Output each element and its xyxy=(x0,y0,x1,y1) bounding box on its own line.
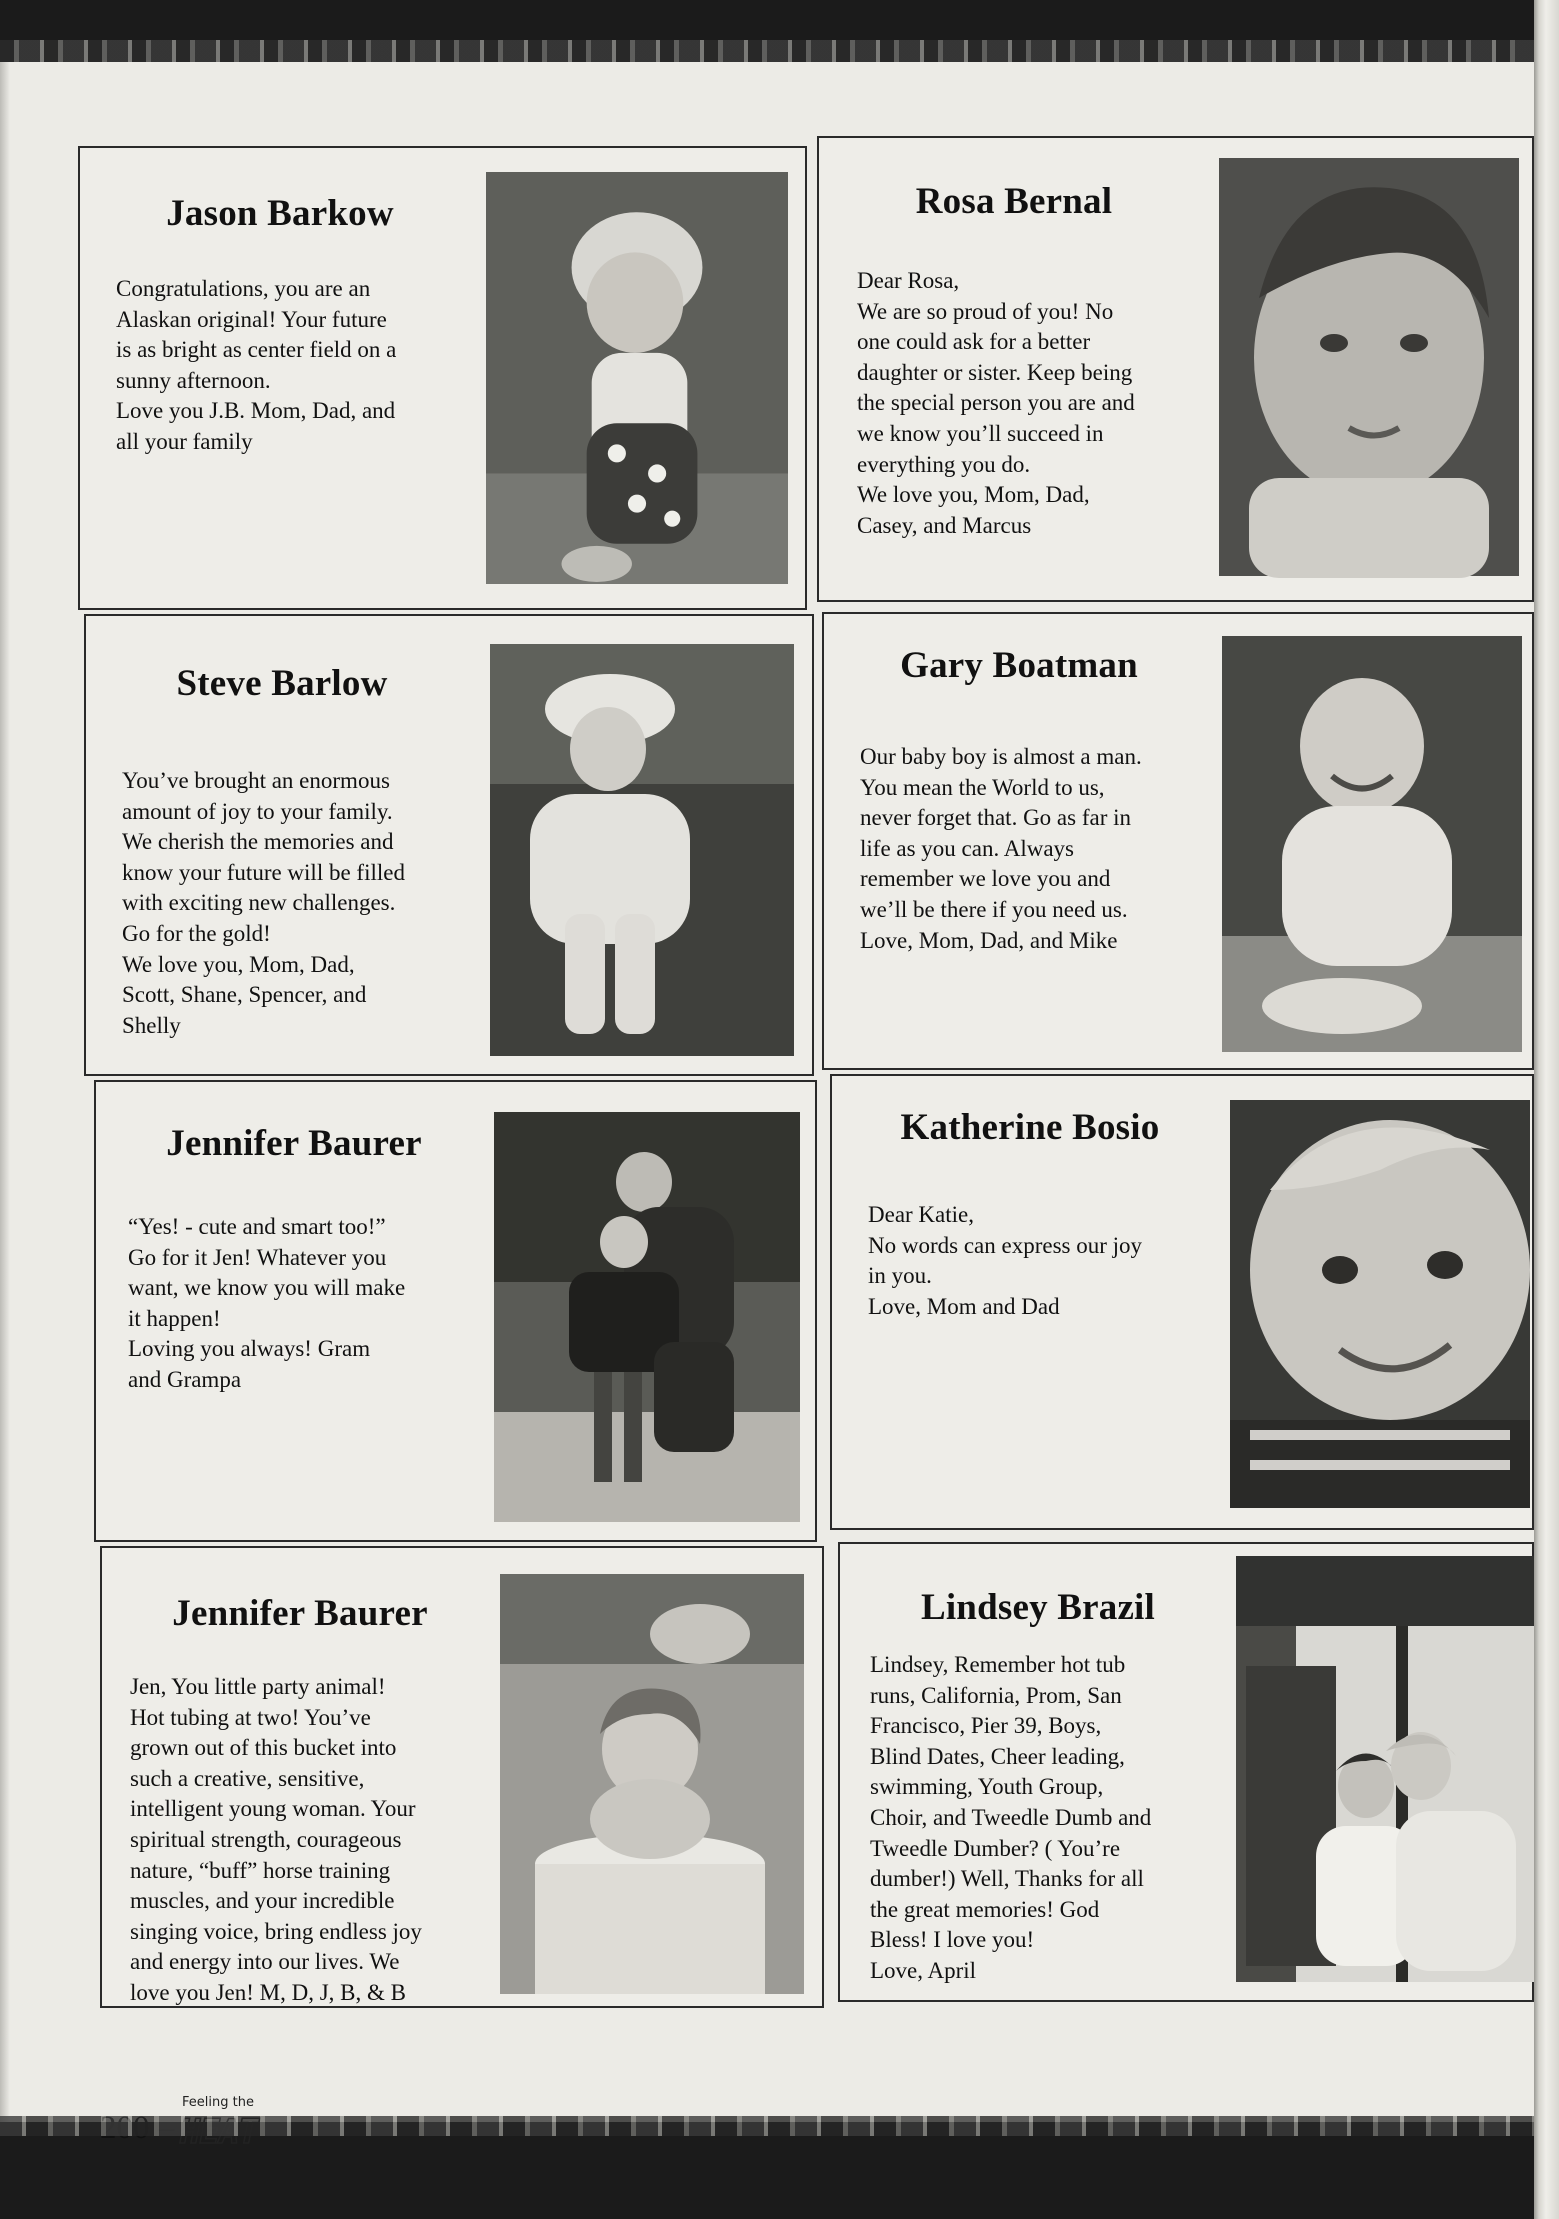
children-outdoor-photo xyxy=(494,1112,800,1522)
scan-edge-top xyxy=(0,40,1534,64)
tribute-name: Steve Barlow xyxy=(176,663,388,704)
tribute-name: Rosa Bernal xyxy=(915,181,1113,222)
tribute-name: Katherine Bosio xyxy=(900,1107,1160,1148)
tribute-card-lindsey-brazil xyxy=(838,1542,1534,2002)
baby-portrait-photo xyxy=(1230,1100,1530,1508)
tribute-message: You’ve brought an enormous amount of joy to your family. We cherish the memories and know your future will be filled with exciting new challenges. Go for the gold! We love you, Mom, Dad, Scott, Shane, Spencer, and Shelly xyxy=(122,768,405,1038)
tribute-message: Jen, You little party animal! Hot tubing at two! You’ve grown out of this bucket into such a creative, sensitive, intelligent young woman. Your spiritual strength, courageous nature, “buff” horse training muscles, and your incredible singing voice, bring endless joy and energy into our lives. We love you Jen! M, D, J, B, & B xyxy=(130,1674,422,2005)
tribute-card-steve-barlow xyxy=(84,614,814,1076)
yearbook-page xyxy=(0,62,1534,2122)
toddler-photo xyxy=(1219,158,1519,576)
tribute-card-jennifer-baurer xyxy=(94,1080,817,1542)
tribute-name: Gary Boatman xyxy=(900,645,1138,686)
tribute-name: Jason Barkow xyxy=(166,193,394,234)
tribute-name: Jennifer Baurer xyxy=(172,1593,428,1634)
tribute-card-jennifer-baurer-bucket xyxy=(100,1546,824,2008)
tribute-name: Lindsey Brazil xyxy=(920,1587,1156,1628)
tribute-message: Our baby boy is almost a man. You mean the World to us, never forget that. Go as far in life as you can. Always remember we love you and we’ll be there if you need us. Love, Mom, Dad, and Mike xyxy=(860,744,1142,953)
baby-photo xyxy=(486,172,788,584)
tribute-message: Dear Rosa, We are so proud of you! No one could ask for a better daughter or sister. Keep being the special person you are and we know you’ll succeed in everything you do. We love you, Mom, Dad, Casey, and Marcus xyxy=(857,268,1135,538)
tribute-message: Lindsey, Remember hot tub runs, California, Prom, San Francisco, Pier 39, Boys, Blind Dates, Cheer leading, swimming, Youth Group, Choir, and Tweedle Dumb and Tweedle Dumber? ( You’re dumber!) Well, Thanks for all the great memories! God Bless! I love you! Love, April xyxy=(870,1652,1152,1983)
toddler-in-bucket-photo xyxy=(500,1574,804,1994)
toddler-photo xyxy=(490,644,794,1056)
baby-photo xyxy=(1222,636,1522,1052)
tribute-message: “Yes! - cute and smart too!” Go for it Jen! Whatever you want, we know you will make it happen! Loving you always! Gram and Grampa xyxy=(128,1214,406,1392)
tribute-card-katherine-bosio xyxy=(830,1074,1534,1530)
tribute-card-jason-barkow xyxy=(78,146,807,610)
scan-edge-bottom xyxy=(0,2116,1534,2136)
friends-photo xyxy=(1236,1556,1536,1982)
tribute-card-rosa-bernal xyxy=(817,136,1534,602)
tribute-message: Dear Katie, No words can express our joy in you. Love, Mom and Dad xyxy=(868,1202,1143,1319)
page-binding-edge xyxy=(1534,0,1559,2219)
tribute-card-gary-boatman xyxy=(822,612,1534,1070)
logo-small-text: Feeling the xyxy=(182,2095,254,2110)
tribute-name: Jennifer Baurer xyxy=(166,1123,422,1164)
tribute-message: Congratulations, you are an Alaskan original! Your future is as bright as center field on a sunny afternoon. Love you J.B. Mom, Dad, and all your family xyxy=(116,276,397,454)
